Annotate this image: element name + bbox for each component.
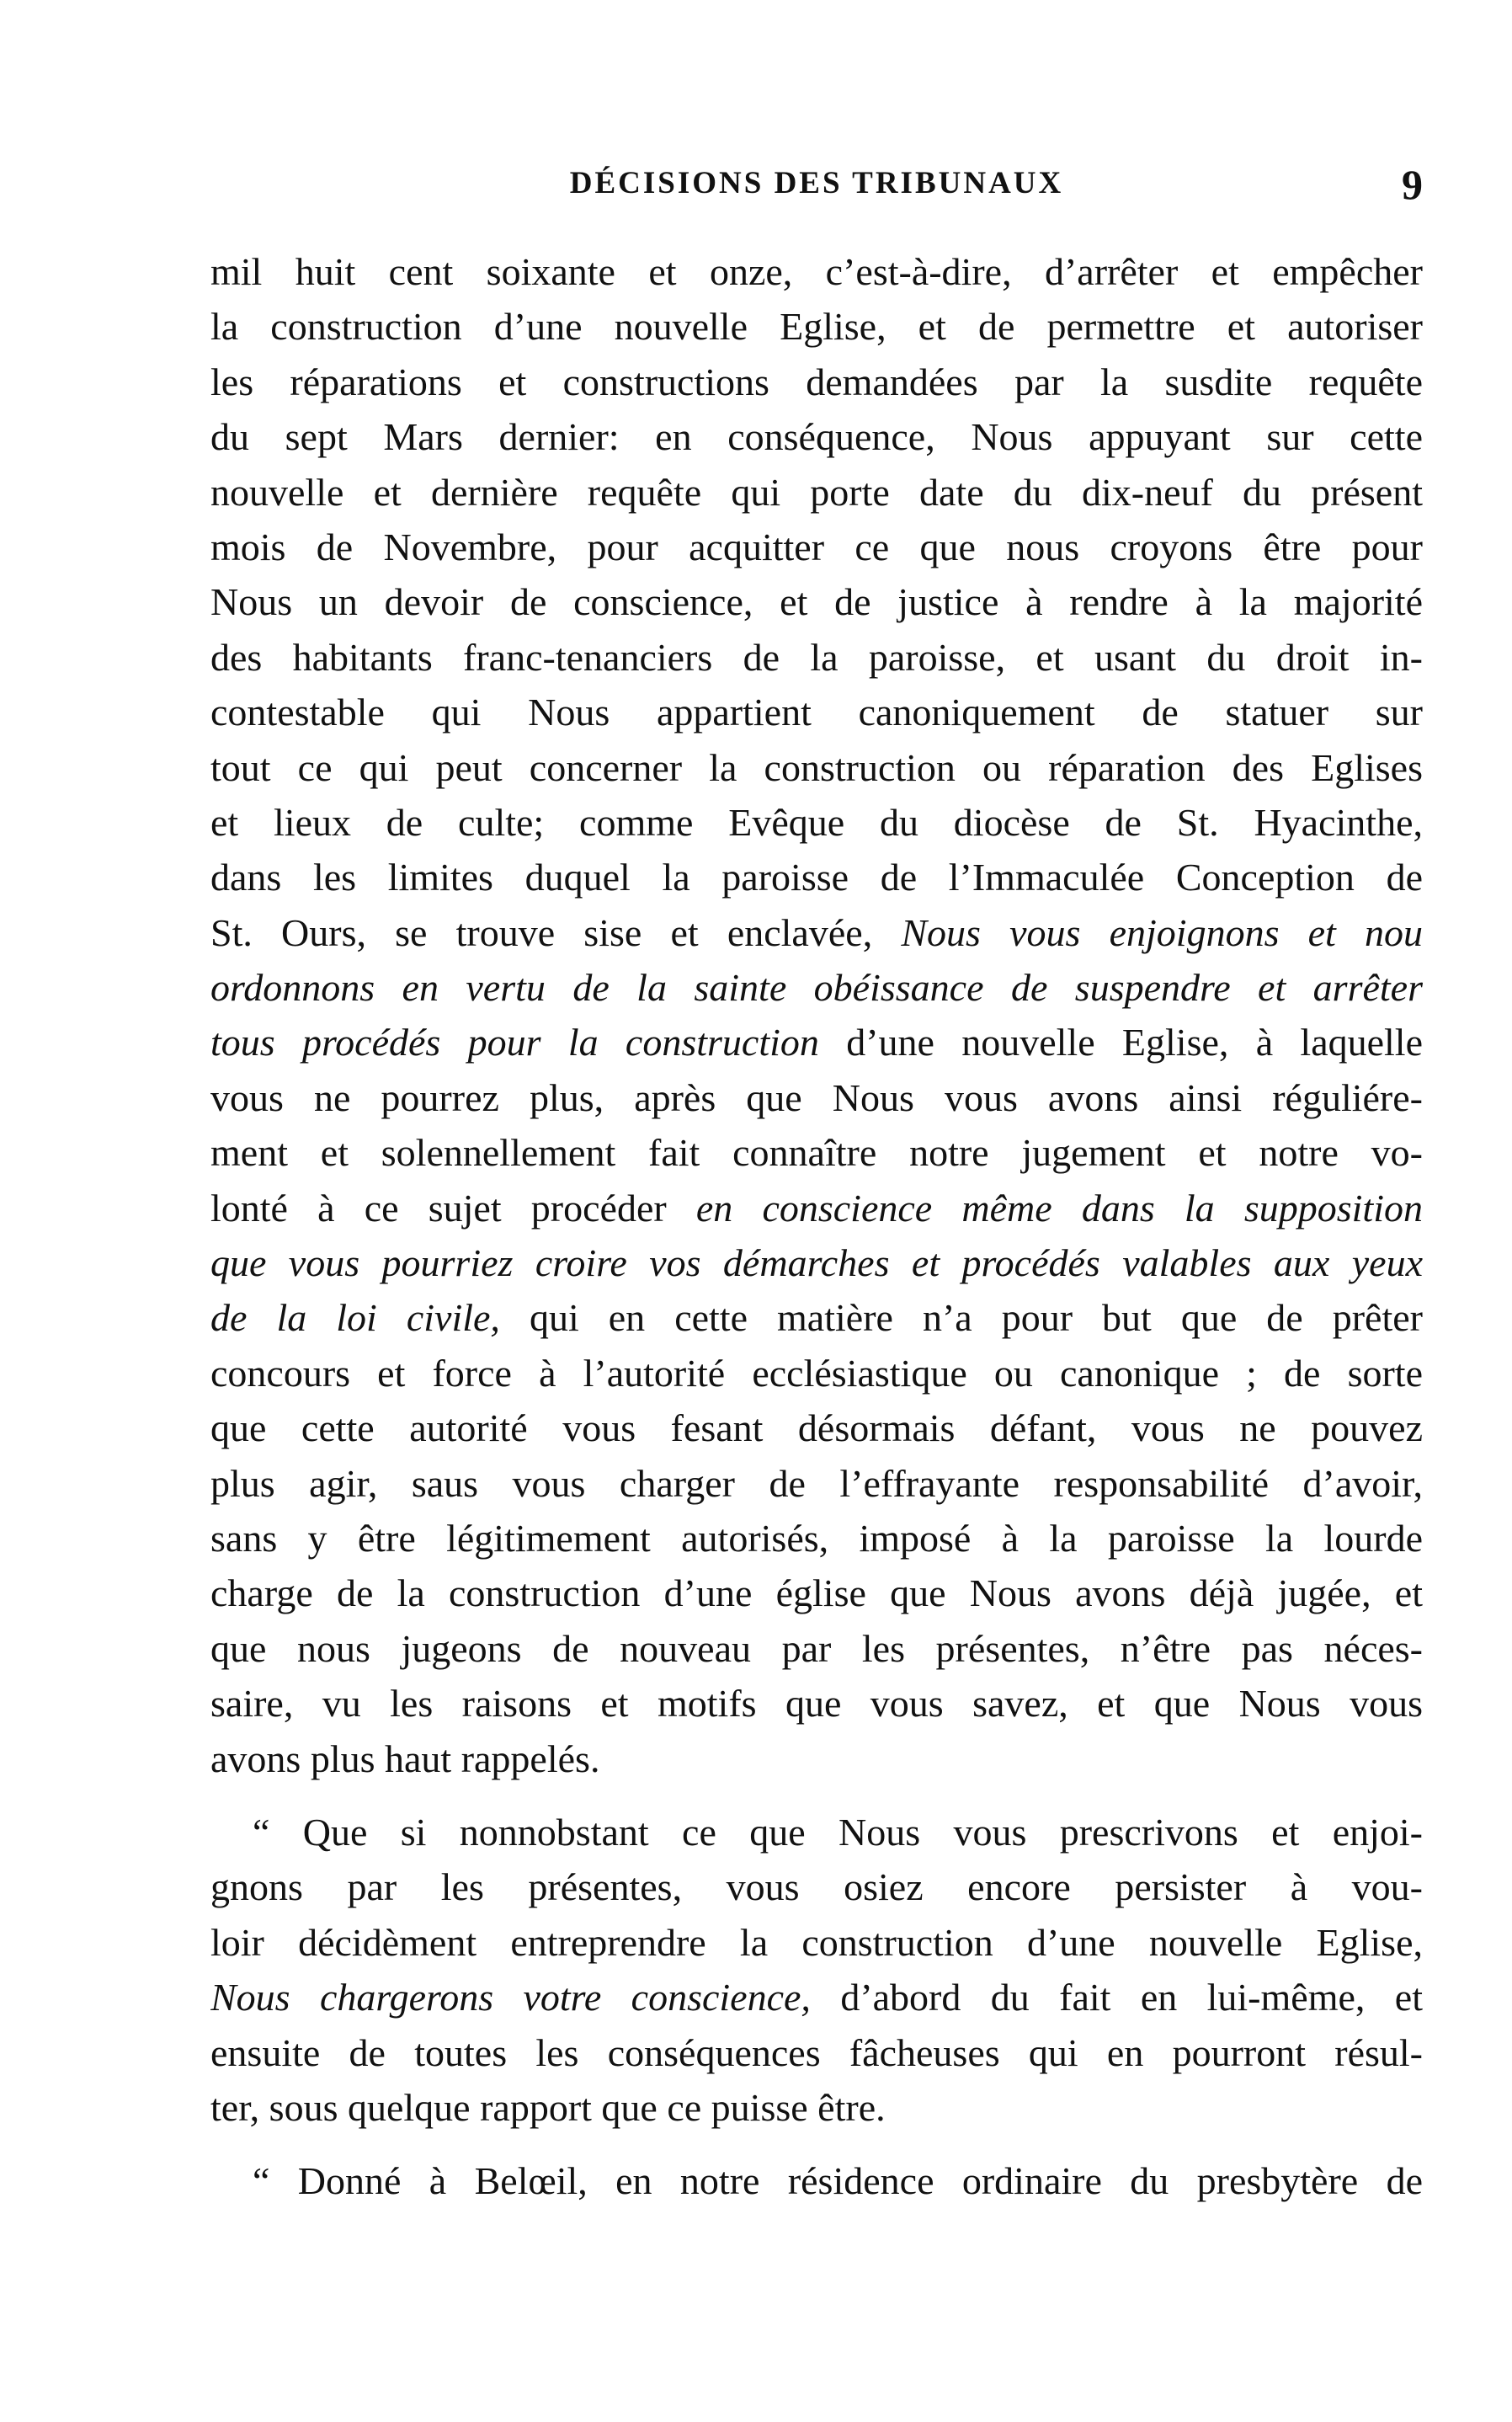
- italic-text: que vous pourriez croire vos démarches et procédés valables aux yeux: [210, 1241, 1423, 1285]
- text-line: [210, 905, 1423, 960]
- text-run: mois de Novembre, pour acquitter ce que nous croyons être pour: [210, 525, 1423, 568]
- text-line: [210, 1070, 1423, 1125]
- italic-text: de la loi civile,: [210, 1296, 500, 1340]
- text-run: “ Que si nonnobstant ce que Nous vous prescrivons et enjoi-: [253, 1810, 1423, 1854]
- text-line: [210, 1235, 1423, 1290]
- text-line: [210, 740, 1423, 795]
- text-line: [210, 1015, 1423, 1070]
- text-run: “ Donné à Belœil, en notre résidence ordinaire du presbytère de: [253, 2159, 1423, 2203]
- body-text: [210, 244, 1423, 2209]
- text-run: charge de la construction d’une église que Nous avons déjà jugée, et: [210, 1571, 1423, 1615]
- text-run: d’abord du fait en lui-même, et: [810, 1976, 1423, 2019]
- text-line: [210, 1915, 1423, 1970]
- text-run: tout ce qui peut concerner la construction ou réparation des Eglises: [210, 745, 1423, 789]
- text-run: les réparations et constructions demandées par la susdite requête: [210, 360, 1423, 403]
- text-run: gnons par les présentes, vous osiez encore persister à vou-: [210, 1865, 1423, 1909]
- text-run: lonté à ce sujet procéder: [210, 1186, 696, 1230]
- text-line: [210, 795, 1423, 850]
- text-line: [210, 1805, 1423, 1859]
- text-run: avons plus haut rappelés.: [210, 1736, 600, 1780]
- text-line: [210, 685, 1423, 739]
- text-run: qui en cette matière n’a pour but que de prêter: [499, 1296, 1423, 1340]
- paragraph-order-text: [210, 244, 1423, 1786]
- text-run: d’une nouvelle Eglise, à laquelle: [818, 1021, 1423, 1064]
- text-line: [210, 465, 1423, 520]
- paragraph-conscience: [210, 1805, 1423, 2135]
- text-line: [210, 630, 1423, 685]
- text-line: [210, 355, 1423, 409]
- text-line: [210, 1181, 1423, 1235]
- text-line: [210, 2025, 1423, 2080]
- text-run: et lieux de culte; comme Evêque du diocèse de St. Hyacinthe,: [210, 800, 1423, 844]
- text-run: Nous un devoir de conscience, et de justice à rendre à la majorité: [210, 580, 1423, 624]
- text-line: [210, 1970, 1423, 2025]
- text-line: [210, 2080, 1423, 2135]
- running-head: [210, 161, 1423, 216]
- text-run: concours et force à l’autorité ecclésiastique ou canonique ; de sorte: [210, 1351, 1423, 1395]
- text-run: nouvelle et dernière requête qui porte date du dix-neuf du présent: [210, 470, 1423, 514]
- text-line: [210, 1125, 1423, 1180]
- text-line: [210, 850, 1423, 904]
- text-line: [210, 1290, 1423, 1345]
- text-line: [210, 574, 1423, 629]
- text-line: [210, 1566, 1423, 1620]
- text-line: [210, 1859, 1423, 1914]
- text-run: vous ne pourrez plus, après que Nous vous avons ainsi réguliére-: [210, 1075, 1423, 1119]
- text-run: dans les limites duquel la paroisse de l’Immaculée Conception de: [210, 856, 1423, 899]
- text-line: [210, 520, 1423, 574]
- text-line: [210, 1400, 1423, 1455]
- page-number: 9: [1402, 161, 1423, 208]
- text-run: la construction d’une nouvelle Eglise, et de permettre et autoriser: [210, 305, 1423, 349]
- text-run: ensuite de toutes les conséquences fâcheuses qui en pourront résul-: [210, 2030, 1423, 2074]
- text-run: mil huit cent soixante et onze, c’est-à-dire, d’arrêter et empêcher: [210, 250, 1423, 293]
- paragraph-gap: [210, 2135, 1423, 2153]
- italic-text: Nous vous enjoignons et nou: [901, 910, 1423, 954]
- text-line: [210, 1731, 1423, 1786]
- text-run: ment et solennellement fait connaître notre jugement et notre vo-: [210, 1131, 1423, 1175]
- text-run: que nous jugeons de nouveau par les présentes, n’être pas néces-: [210, 1626, 1423, 1670]
- text-line: [210, 1621, 1423, 1676]
- text-run: des habitants franc-tenanciers de la paroisse, et usant du droit in-: [210, 635, 1423, 679]
- text-run: ter, sous quelque rapport que ce puisse être.: [210, 2085, 886, 2129]
- text-line: [210, 1346, 1423, 1400]
- italic-text: en conscience même dans la supposition: [695, 1186, 1423, 1230]
- text-line: [210, 1676, 1423, 1731]
- paragraph-gap: [210, 1786, 1423, 1805]
- italic-text: Nous chargerons votre conscience,: [210, 1976, 811, 2019]
- text-line: [210, 1511, 1423, 1566]
- paragraph-given-at: [210, 2153, 1423, 2208]
- text-line: [210, 299, 1423, 354]
- text-line: [210, 2153, 1423, 2208]
- text-run: St. Ours, se trouve sise et enclavée,: [210, 910, 902, 954]
- text-run: que cette autorité vous fesant désormais défant, vous ne pouvez: [210, 1406, 1423, 1450]
- text-run: loir décidèment entreprendre la construction d’une nouvelle Eglise,: [210, 1920, 1423, 1964]
- text-line: [210, 409, 1423, 464]
- italic-text: ordonnons en vertu de la sainte obéissance de suspendre et arrêter: [210, 966, 1423, 1010]
- text-line: [210, 1456, 1423, 1511]
- text-run: saire, vu les raisons et motifs que vous savez, et que Nous vous: [210, 1682, 1423, 1726]
- running-title: DÉCISIONS DES TRIBUNAUX: [569, 166, 1064, 200]
- text-line: [210, 960, 1423, 1015]
- text-run: plus agir, saus vous charger de l’effrayante responsabilité d’avoir,: [210, 1461, 1423, 1505]
- text-line: [210, 244, 1423, 299]
- text-run: contestable qui Nous appartient canoniquement de statuer sur: [210, 691, 1423, 734]
- text-run: du sept Mars dernier: en conséquence, Nous appuyant sur cette: [210, 415, 1423, 459]
- text-run: sans y être légitimement autorisés, imposé à la paroisse la lourde: [210, 1516, 1423, 1560]
- italic-text: tous procédés pour la construction: [210, 1021, 819, 1064]
